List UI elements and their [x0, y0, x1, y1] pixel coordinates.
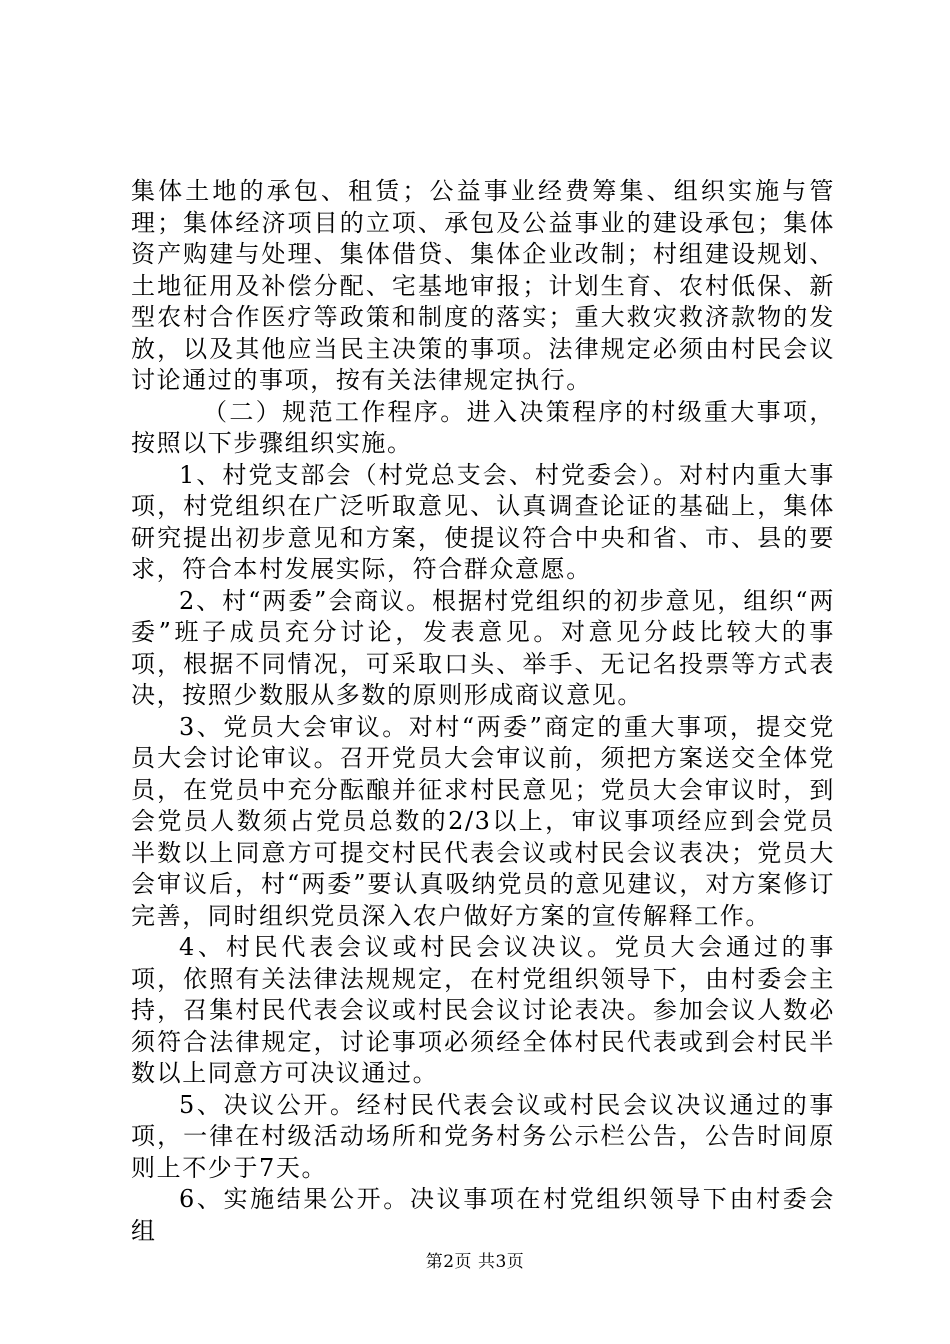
paragraph-step-1: 1、村党支部会（村党总支会、村党委会）。对村内重大事项，村党组织在广泛听取意见、认真调查论证的基础上，集体研究提出初步意见和方案，使提议符合中央和省、市、县的要求，符合本村发展实际，符合群众意愿。	[131, 460, 835, 583]
paragraph-step-5: 5、决议公开。经村民代表会议或村民会议决议通过的事项，一律在村级活动场所和党务村务公示栏公告，公告时间原则上不少于7天。	[131, 1090, 835, 1182]
document-body	[131, 176, 835, 1247]
paragraph-step-2: 2、村“两委”会商议。根据村党组织的初步意见，组织“两委”班子成员充分讨论，发表意见。对意见分歧比较大的事项，根据不同情况，可采取口头、举手、无记名投票等方式表决，按照少数服从多数的原则形成商议意见。	[131, 586, 835, 709]
paragraph-step-6: 6、实施结果公开。决议事项在村党组织领导下由村委会组	[131, 1185, 835, 1245]
page-footer: 第2页 共3页	[425, 1252, 525, 1272]
paragraph-step-4: 4、村民代表会议或村民会议决议。党员大会通过的事项，依照有关法律法规规定，在村党组织领导下，由村委会主持，召集村民代表会议或村民会议讨论表决。参加会议人数必须符合法律规定，讨论事项必须经全体村民代表或到会村民半数以上同意方可决议通过。	[131, 933, 835, 1087]
paragraph-section-two: （二）规范工作程序。进入决策程序的村级重大事项，按照以下步骤组织实施。	[131, 397, 835, 457]
paragraph-step-3: 3、党员大会审议。对村“两委”商定的重大事项，提交党员大会讨论审议。召开党员大会审议前，须把方案送交全体党员，在党员中充分酝酿并征求村民意见；党员大会审议时，到会党员人数须占党员总数的2/3以上，审议事项经应到会党员半数以上同意方可提交村民代表会议或村民会议表决；党员大会审议后，村“两委”要认真吸纳党员的意见建议，对方案修订完善，同时组织党员深入农户做好方案的宣传解释工作。	[131, 712, 835, 930]
paragraph-decision-matters: 集体土地的承包、租赁；公益事业经费筹集、组织实施与管理；集体经济项目的立项、承包及公益事业的建设承包；集体资产购建与处理、集体借贷、集体企业改制；村组建设规划、土地征用及补偿分配、宅基地审报；计划生育、农村低保、新型农村合作医疗等政策和制度的落实；重大救灾救济款物的发放，以及其他应当民主决策的事项。法律规定必须由村民会议讨论通过的事项，按有关法律规定执行。	[131, 177, 835, 394]
